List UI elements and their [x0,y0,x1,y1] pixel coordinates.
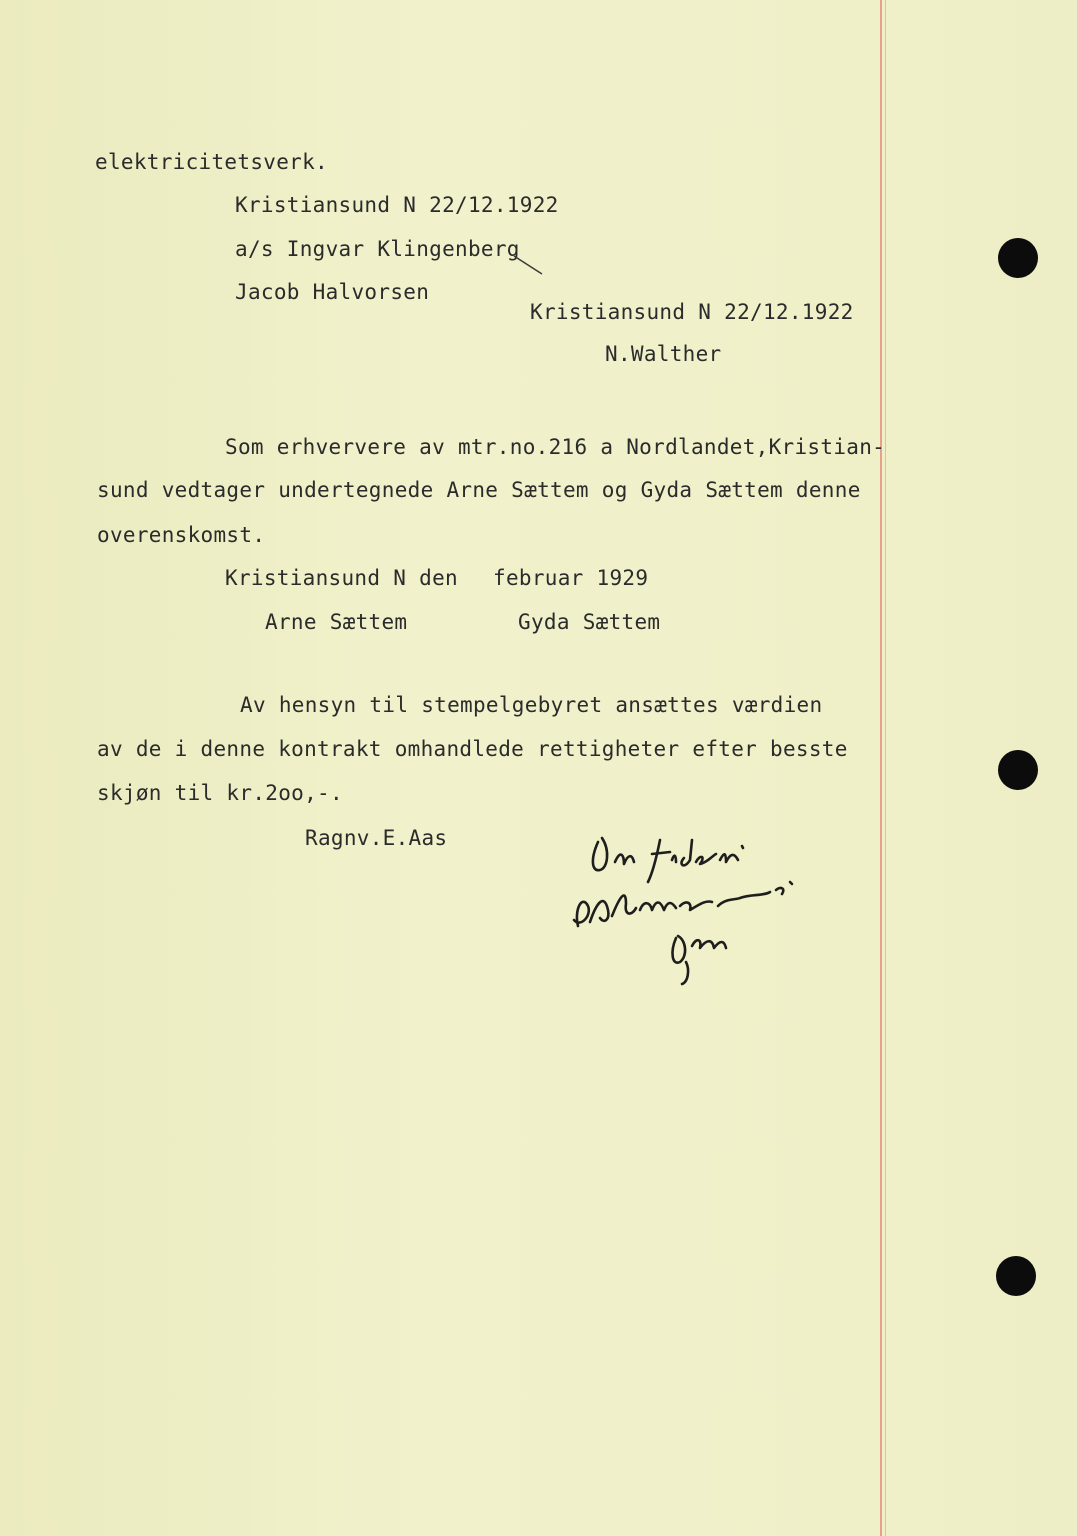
place-date-3b: februar 1929 [493,566,649,590]
paragraph-2-line-3: skjøn til kr.2oo,-. [97,781,343,805]
handwritten-signature [560,820,840,990]
margin-rule-secondary [885,0,886,1536]
punch-hole-top [998,238,1038,278]
paragraph-1-line-3: overenskomst. [97,523,266,547]
signer-1: Jacob Halvorsen [235,280,430,304]
text-line-0: elektricitetsverk. [95,150,328,174]
punch-hole-middle [998,750,1038,790]
place-date-3a: Kristiansund N den [225,566,458,590]
signer-2: N.Walther [605,342,722,366]
company-name: a/s Ingvar Klingenberg [235,237,520,261]
pen-stroke-mark [512,252,546,278]
punch-hole-bottom [996,1256,1036,1296]
paragraph-1-line-2: sund vedtager undertegnede Arne Sættem og Gyda Sættem denne [97,478,861,502]
place-date-2: Kristiansund N 22/12.1922 [530,300,854,324]
margin-rule [880,0,882,1536]
paragraph-2-line-1: Av hensyn til stempelgebyret ansættes værdien [240,693,823,717]
paragraph-1-line-1: Som erhververe av mtr.no.216 a Nordlandet,Kristian- [225,435,886,459]
signer-5: Ragnv.E.Aas [305,826,448,850]
signer-4: Gyda Sættem [518,610,661,634]
paragraph-2-line-2: av de i denne kontrakt omhandlede rettigheter efter besste [97,737,848,761]
place-date-1: Kristiansund N 22/12.1922 [235,193,559,217]
signer-3: Arne Sættem [265,610,408,634]
